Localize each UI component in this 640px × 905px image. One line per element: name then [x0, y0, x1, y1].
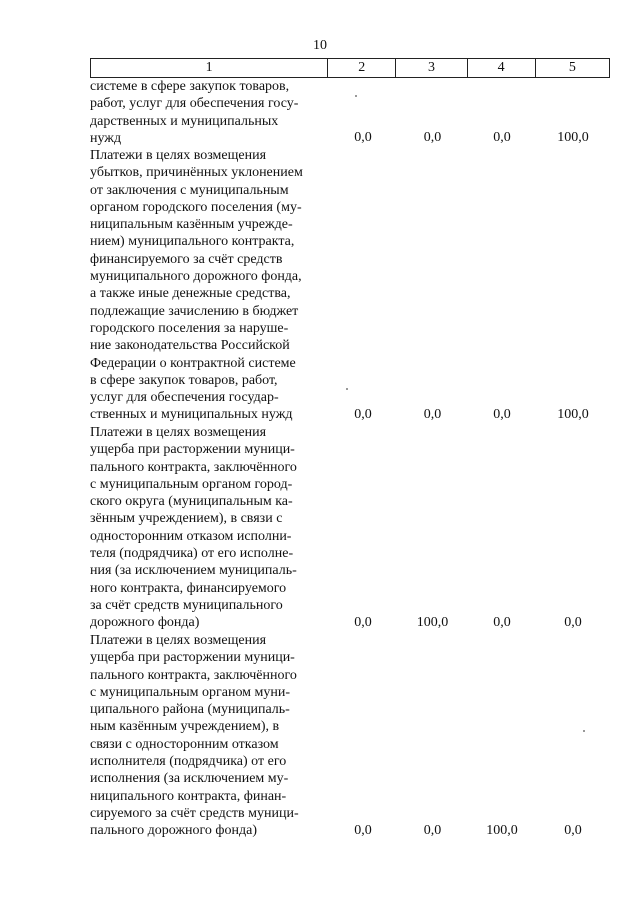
row-description [90, 78, 329, 147]
description-line: ского округа (муниципальным ка- [90, 494, 293, 510]
value-col-5: 0,0 [564, 615, 582, 630]
description-line: Платежи в целях возмещения [90, 633, 267, 648]
value-col-4: 100,0 [486, 823, 518, 838]
scan-speck [583, 730, 585, 732]
description-line: от заключения с муниципальным [90, 182, 289, 198]
description-line: ного контракта, финансируемого [90, 580, 287, 596]
description-line: муниципального дорожного фонда, [90, 269, 302, 285]
description-line: с муниципальным органом муни- [90, 684, 291, 700]
description-line: органом городского поселения (му- [90, 199, 302, 215]
description-line: нужд [90, 130, 122, 146]
description-line: убытков, причинённых уклонением [90, 165, 303, 181]
description-line: пального контракта, заключённого [90, 667, 297, 683]
description-line: сируемого за счёт средств муници- [90, 805, 299, 821]
description-line: ния (за исключением муниципаль- [90, 563, 297, 579]
description-line: за счёт средств муниципального [90, 597, 283, 613]
value-col-3: 0,0 [423, 407, 442, 422]
description-line: ущерба при расторжении муници- [90, 442, 295, 458]
value-col-2: 0,0 [354, 823, 372, 838]
value-col-5: 100,0 [557, 407, 589, 422]
column-header-4: 4 [467, 59, 535, 78]
value-col-3: 0,0 [423, 823, 442, 838]
description-line: теля (подрядчика) от его исполне- [90, 546, 294, 562]
description-line: связи с односторонним отказом [90, 736, 279, 752]
page-number: 10 [313, 38, 327, 53]
description-line: зённым учреждением), в связи с [90, 511, 283, 527]
description-line: Платежи в целях возмещения [90, 148, 267, 163]
value-col-4: 0,0 [493, 407, 511, 422]
value-col-5: 100,0 [557, 130, 589, 145]
description-line: дорожного фонда) [90, 615, 200, 631]
description-line: финансируемого за счёт средств [90, 251, 283, 267]
column-header-1: 1 [91, 59, 328, 78]
description-line: услуг для обеспечения государ- [90, 390, 279, 406]
description-line: а также иные денежные средства, [90, 286, 291, 302]
scan-speck [355, 95, 357, 97]
scan-speck [346, 388, 348, 390]
description-line: нием) муниципального контракта, [90, 234, 295, 250]
value-col-5: 0,0 [564, 823, 582, 838]
column-header-table [90, 58, 610, 78]
column-header-2: 2 [328, 59, 396, 78]
description-line: ственных и муниципальных нужд [90, 407, 293, 423]
value-col-2: 0,0 [354, 615, 372, 630]
description-line: пального контракта, заключённого [90, 459, 297, 475]
description-line: Федерации о контрактной системе [90, 355, 296, 371]
value-col-2: 0,0 [354, 407, 372, 422]
description-line: исполнителя (подрядчика) от его [90, 754, 287, 770]
row-description [90, 632, 329, 840]
description-line: городского поселения за наруше- [90, 320, 289, 336]
value-col-3: 0,0 [423, 130, 442, 145]
value-col-2: 0,0 [354, 130, 372, 145]
description-line: ущерба при расторжении муници- [90, 650, 295, 666]
description-line: работ, услуг для обеспечения госу- [90, 96, 299, 112]
value-col-4: 0,0 [493, 615, 511, 630]
row-description [90, 147, 329, 424]
value-col-3: 100,0 [416, 615, 449, 630]
description-line: ципального района (муниципаль- [90, 702, 290, 718]
description-line: ниципального контракта, финан- [90, 788, 287, 804]
description-line: пального дорожного фонда) [90, 823, 257, 839]
description-line: системе в сфере закупок товаров, [90, 79, 290, 94]
row-description [90, 424, 329, 632]
description-line: в сфере закупок товаров, работ, [90, 372, 278, 388]
description-line: дарственных и муниципальных [90, 113, 279, 129]
description-line: ниципальным казённым учрежде- [90, 217, 293, 233]
description-line: Платежи в целях возмещения [90, 425, 267, 440]
description-line: с муниципальным органом город- [90, 476, 293, 492]
column-header-3: 3 [396, 59, 467, 78]
description-line: ние законодательства Российской [90, 338, 290, 354]
description-line: подлежащие зачислению в бюджет [90, 303, 299, 319]
column-header-row [91, 59, 610, 78]
description-line: исполнения (за исключением му- [90, 771, 289, 787]
value-col-4: 0,0 [493, 130, 511, 145]
description-line: ным казённым учреждением), в [90, 719, 280, 735]
description-line: односторонним отказом исполни- [90, 528, 292, 544]
column-header-5: 5 [535, 59, 609, 78]
